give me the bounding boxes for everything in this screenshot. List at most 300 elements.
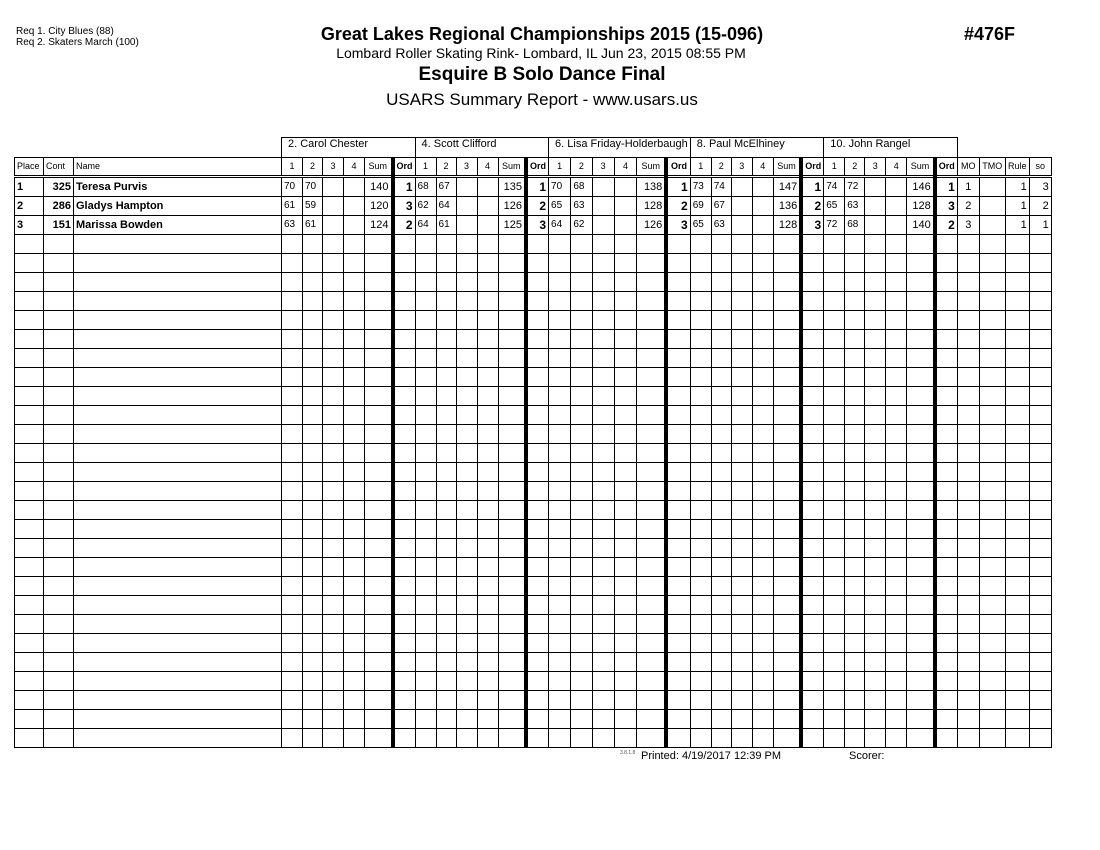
- empty-cell: [44, 330, 74, 349]
- empty-cell: [393, 273, 416, 292]
- empty-cell: [323, 387, 344, 406]
- empty-cell: [477, 501, 498, 520]
- empty-cell: [637, 425, 667, 444]
- empty-cell: [498, 387, 526, 406]
- empty-cell: [824, 273, 845, 292]
- empty-cell: [592, 425, 614, 444]
- empty-cell: [690, 539, 711, 558]
- empty-cell: [824, 539, 845, 558]
- empty-cell: [365, 273, 393, 292]
- empty-cell: [44, 539, 74, 558]
- ordinal-cell: 2: [526, 197, 549, 216]
- empty-cell: [666, 729, 690, 748]
- empty-cell: [801, 653, 824, 672]
- empty-cell: [1005, 710, 1029, 729]
- score-4-cell: [886, 177, 907, 197]
- score-3-cell: [592, 216, 614, 235]
- empty-cell: [365, 425, 393, 444]
- score-4-cell: [614, 216, 636, 235]
- empty-cell: [690, 691, 711, 710]
- empty-cell: [44, 444, 74, 463]
- empty-cell: [711, 596, 731, 615]
- column-header-name: Name: [74, 158, 282, 177]
- empty-cell: [731, 634, 752, 653]
- empty-table-row: [15, 691, 1052, 710]
- empty-cell: [711, 406, 731, 425]
- empty-cell: [752, 330, 773, 349]
- empty-cell: [886, 729, 907, 748]
- empty-cell: [477, 349, 498, 368]
- empty-cell: [303, 482, 323, 501]
- empty-cell: [752, 368, 773, 387]
- empty-cell: [711, 615, 731, 634]
- empty-cell: [935, 368, 958, 387]
- empty-cell: [436, 577, 456, 596]
- empty-cell: [907, 501, 935, 520]
- empty-cell: [44, 425, 74, 444]
- empty-cell: [549, 558, 571, 577]
- score-sum-cell: 140: [907, 216, 935, 235]
- empty-cell: [957, 520, 979, 539]
- empty-cell: [731, 501, 752, 520]
- empty-cell: [282, 596, 303, 615]
- empty-cell: [344, 254, 365, 273]
- empty-cell: [344, 368, 365, 387]
- empty-cell: [752, 672, 773, 691]
- empty-cell: [44, 653, 74, 672]
- empty-cell: [690, 710, 711, 729]
- empty-cell: [436, 273, 456, 292]
- empty-cell: [456, 254, 477, 273]
- empty-cell: [801, 482, 824, 501]
- empty-cell: [979, 482, 1005, 501]
- empty-cell: [752, 501, 773, 520]
- empty-cell: [957, 558, 979, 577]
- empty-cell: [15, 729, 44, 748]
- empty-cell: [74, 330, 282, 349]
- empty-cell: [15, 292, 44, 311]
- empty-cell: [731, 235, 752, 254]
- empty-cell: [549, 444, 571, 463]
- empty-cell: [44, 254, 74, 273]
- empty-cell: [907, 672, 935, 691]
- empty-cell: [801, 444, 824, 463]
- empty-cell: [865, 729, 886, 748]
- empty-cell: [592, 634, 614, 653]
- judge-subheader-sum: Sum: [907, 158, 935, 177]
- score-2-cell: 63: [711, 216, 731, 235]
- empty-cell: [44, 501, 74, 520]
- judge-subheader-4: 4: [614, 158, 636, 177]
- empty-cell: [456, 349, 477, 368]
- empty-cell: [935, 615, 958, 634]
- empty-cell: [907, 463, 935, 482]
- empty-cell: [436, 311, 456, 330]
- empty-cell: [303, 615, 323, 634]
- empty-cell: [614, 577, 636, 596]
- empty-cell: [935, 539, 958, 558]
- empty-cell: [666, 349, 690, 368]
- empty-cell: [456, 653, 477, 672]
- empty-cell: [323, 539, 344, 558]
- empty-cell: [637, 710, 667, 729]
- empty-cell: [15, 672, 44, 691]
- empty-cell: [365, 729, 393, 748]
- judge-name-header: 2. Carol Chester: [282, 138, 416, 158]
- empty-cell: [690, 482, 711, 501]
- empty-cell: [303, 596, 323, 615]
- empty-cell: [773, 501, 801, 520]
- empty-cell: [1029, 235, 1051, 254]
- empty-cell: [44, 235, 74, 254]
- empty-cell: [15, 520, 44, 539]
- empty-cell: [282, 729, 303, 748]
- empty-cell: [935, 729, 958, 748]
- empty-cell: [1029, 311, 1051, 330]
- score-3-cell: [865, 177, 886, 197]
- empty-cell: [1005, 729, 1029, 748]
- empty-cell: [526, 311, 549, 330]
- empty-cell: [592, 558, 614, 577]
- empty-cell: [74, 254, 282, 273]
- empty-table-row: [15, 729, 1052, 748]
- empty-cell: [436, 444, 456, 463]
- empty-cell: [845, 387, 865, 406]
- score-4-cell: [614, 177, 636, 197]
- empty-cell: [752, 444, 773, 463]
- empty-cell: [456, 691, 477, 710]
- empty-cell: [886, 482, 907, 501]
- empty-cell: [886, 691, 907, 710]
- empty-cell: [824, 672, 845, 691]
- empty-cell: [74, 463, 282, 482]
- empty-cell: [323, 634, 344, 653]
- empty-cell: [323, 710, 344, 729]
- empty-cell: [1005, 501, 1029, 520]
- empty-cell: [44, 368, 74, 387]
- judge-subheader-3: 3: [456, 158, 477, 177]
- empty-cell: [907, 444, 935, 463]
- empty-cell: [731, 596, 752, 615]
- empty-cell: [282, 653, 303, 672]
- empty-cell: [957, 539, 979, 558]
- empty-cell: [498, 691, 526, 710]
- empty-cell: [1005, 273, 1029, 292]
- empty-cell: [365, 330, 393, 349]
- empty-cell: [711, 273, 731, 292]
- empty-cell: [44, 406, 74, 425]
- empty-cell: [637, 292, 667, 311]
- empty-cell: [436, 634, 456, 653]
- empty-cell: [571, 520, 592, 539]
- empty-cell: [498, 729, 526, 748]
- score-4-cell: [344, 216, 365, 235]
- empty-cell: [456, 520, 477, 539]
- ordinal-cell: 1: [526, 177, 549, 197]
- empty-cell: [592, 254, 614, 273]
- empty-cell: [731, 425, 752, 444]
- empty-cell: [365, 311, 393, 330]
- empty-cell: [415, 349, 436, 368]
- empty-cell: [979, 406, 1005, 425]
- empty-cell: [979, 368, 1005, 387]
- empty-cell: [801, 634, 824, 653]
- empty-cell: [498, 330, 526, 349]
- empty-cell: [690, 254, 711, 273]
- empty-cell: [1005, 349, 1029, 368]
- empty-cell: [15, 539, 44, 558]
- empty-cell: [1029, 254, 1051, 273]
- empty-cell: [979, 425, 1005, 444]
- empty-cell: [845, 330, 865, 349]
- empty-cell: [711, 482, 731, 501]
- empty-cell: [711, 653, 731, 672]
- empty-cell: [773, 577, 801, 596]
- empty-cell: [614, 387, 636, 406]
- score-3-cell: [323, 216, 344, 235]
- empty-cell: [592, 501, 614, 520]
- empty-cell: [614, 292, 636, 311]
- empty-cell: [614, 539, 636, 558]
- empty-cell: [711, 520, 731, 539]
- empty-cell: [637, 634, 667, 653]
- ordinal-cell: 3: [666, 216, 690, 235]
- empty-cell: [824, 482, 845, 501]
- empty-cell: [393, 596, 416, 615]
- empty-cell: [44, 463, 74, 482]
- empty-cell: [1029, 349, 1051, 368]
- empty-cell: [824, 577, 845, 596]
- empty-cell: [436, 710, 456, 729]
- empty-table-row: [15, 425, 1052, 444]
- empty-cell: [614, 273, 636, 292]
- empty-table-row: [15, 596, 1052, 615]
- empty-cell: [773, 368, 801, 387]
- empty-cell: [907, 330, 935, 349]
- empty-cell: [436, 596, 456, 615]
- empty-cell: [592, 672, 614, 691]
- empty-cell: [752, 653, 773, 672]
- empty-cell: [477, 539, 498, 558]
- score-4-cell: [344, 197, 365, 216]
- empty-cell: [323, 273, 344, 292]
- judge-subheader-4: 4: [886, 158, 907, 177]
- empty-cell: [303, 653, 323, 672]
- empty-cell: [957, 311, 979, 330]
- empty-cell: [614, 501, 636, 520]
- empty-cell: [365, 349, 393, 368]
- judge-subheader-sum: Sum: [637, 158, 667, 177]
- empty-cell: [74, 501, 282, 520]
- empty-cell: [801, 539, 824, 558]
- score-sum-cell: 138: [637, 177, 667, 197]
- judge-subheader-3: 3: [731, 158, 752, 177]
- place-cell: 1: [15, 177, 44, 197]
- empty-cell: [957, 368, 979, 387]
- empty-cell: [865, 653, 886, 672]
- blank-cell: [15, 138, 282, 158]
- empty-cell: [436, 672, 456, 691]
- empty-cell: [477, 273, 498, 292]
- empty-cell: [303, 691, 323, 710]
- empty-cell: [865, 311, 886, 330]
- ordinal-cell: 1: [935, 177, 958, 197]
- empty-cell: [845, 596, 865, 615]
- empty-cell: [690, 292, 711, 311]
- empty-cell: [752, 520, 773, 539]
- empty-cell: [526, 235, 549, 254]
- empty-cell: [865, 425, 886, 444]
- empty-cell: [303, 577, 323, 596]
- empty-cell: [614, 482, 636, 501]
- empty-cell: [731, 672, 752, 691]
- empty-cell: [415, 615, 436, 634]
- empty-cell: [865, 501, 886, 520]
- empty-cell: [526, 273, 549, 292]
- empty-cell: [498, 710, 526, 729]
- majority-ordinal-cell: 3: [957, 216, 979, 235]
- empty-cell: [282, 672, 303, 691]
- empty-cell: [773, 425, 801, 444]
- empty-cell: [592, 710, 614, 729]
- empty-cell: [907, 558, 935, 577]
- empty-cell: [393, 349, 416, 368]
- empty-cell: [592, 444, 614, 463]
- empty-cell: [415, 387, 436, 406]
- empty-cell: [637, 672, 667, 691]
- empty-table-row: [15, 368, 1052, 387]
- empty-cell: [752, 425, 773, 444]
- empty-cell: [323, 653, 344, 672]
- empty-cell: [1005, 463, 1029, 482]
- printed-timestamp: Printed: 4/19/2017 12:39 PM: [641, 750, 782, 762]
- empty-cell: [935, 292, 958, 311]
- ordinal-cell: 3: [393, 197, 416, 216]
- empty-cell: [935, 558, 958, 577]
- empty-cell: [979, 273, 1005, 292]
- empty-cell: [323, 558, 344, 577]
- empty-cell: [865, 406, 886, 425]
- empty-cell: [592, 596, 614, 615]
- empty-cell: [935, 273, 958, 292]
- empty-cell: [15, 596, 44, 615]
- empty-cell: [365, 558, 393, 577]
- empty-cell: [549, 387, 571, 406]
- empty-cell: [731, 330, 752, 349]
- score-3-cell: [592, 197, 614, 216]
- empty-cell: [1029, 292, 1051, 311]
- empty-cell: [549, 273, 571, 292]
- event-id: #476F: [964, 24, 1016, 44]
- empty-cell: [865, 710, 886, 729]
- empty-cell: [365, 368, 393, 387]
- empty-cell: [323, 672, 344, 691]
- empty-cell: [365, 292, 393, 311]
- empty-cell: [571, 558, 592, 577]
- empty-cell: [282, 691, 303, 710]
- judge-subheader-2: 2: [303, 158, 323, 177]
- empty-cell: [886, 311, 907, 330]
- empty-cell: [886, 501, 907, 520]
- empty-cell: [393, 539, 416, 558]
- empty-cell: [282, 558, 303, 577]
- scorer-label: Scorer:: [849, 750, 885, 762]
- empty-cell: [1005, 653, 1029, 672]
- empty-cell: [865, 387, 886, 406]
- judge-subheader-4: 4: [344, 158, 365, 177]
- score-1-cell: 65: [824, 197, 845, 216]
- score-2-cell: 62: [571, 216, 592, 235]
- empty-cell: [752, 634, 773, 653]
- empty-cell: [436, 368, 456, 387]
- empty-cell: [456, 596, 477, 615]
- empty-cell: [477, 653, 498, 672]
- column-header-so: so: [1029, 158, 1051, 177]
- empty-cell: [865, 444, 886, 463]
- empty-cell: [801, 273, 824, 292]
- judge-subheader-1: 1: [282, 158, 303, 177]
- judge-subheader-ord: Ord: [393, 158, 416, 177]
- empty-cell: [393, 729, 416, 748]
- judge-subheader-2: 2: [711, 158, 731, 177]
- empty-cell: [824, 425, 845, 444]
- empty-table-row: [15, 615, 1052, 634]
- empty-cell: [344, 482, 365, 501]
- empty-cell: [637, 235, 667, 254]
- empty-cell: [711, 368, 731, 387]
- empty-cell: [571, 273, 592, 292]
- empty-cell: [282, 615, 303, 634]
- empty-cell: [935, 330, 958, 349]
- empty-cell: [323, 501, 344, 520]
- empty-cell: [526, 292, 549, 311]
- empty-cell: [303, 558, 323, 577]
- empty-cell: [456, 539, 477, 558]
- contestant-number-cell: 325: [44, 177, 74, 197]
- empty-cell: [415, 273, 436, 292]
- empty-cell: [303, 501, 323, 520]
- empty-cell: [456, 406, 477, 425]
- empty-cell: [773, 387, 801, 406]
- empty-cell: [666, 596, 690, 615]
- empty-cell: [592, 577, 614, 596]
- empty-cell: [801, 558, 824, 577]
- empty-cell: [886, 368, 907, 387]
- empty-cell: [845, 254, 865, 273]
- empty-cell: [1005, 577, 1029, 596]
- empty-cell: [456, 330, 477, 349]
- score-3-cell: [592, 177, 614, 197]
- empty-cell: [74, 273, 282, 292]
- empty-cell: [801, 292, 824, 311]
- empty-cell: [571, 596, 592, 615]
- empty-cell: [526, 254, 549, 273]
- empty-cell: [365, 520, 393, 539]
- summary-table: [14, 137, 1052, 748]
- empty-table-row: [15, 292, 1052, 311]
- empty-cell: [393, 615, 416, 634]
- empty-cell: [15, 558, 44, 577]
- empty-cell: [15, 368, 44, 387]
- empty-cell: [1029, 444, 1051, 463]
- score-2-cell: 61: [436, 216, 456, 235]
- empty-cell: [365, 482, 393, 501]
- empty-cell: [592, 349, 614, 368]
- empty-cell: [498, 615, 526, 634]
- column-header-place: Place: [15, 158, 44, 177]
- empty-cell: [690, 311, 711, 330]
- empty-cell: [477, 387, 498, 406]
